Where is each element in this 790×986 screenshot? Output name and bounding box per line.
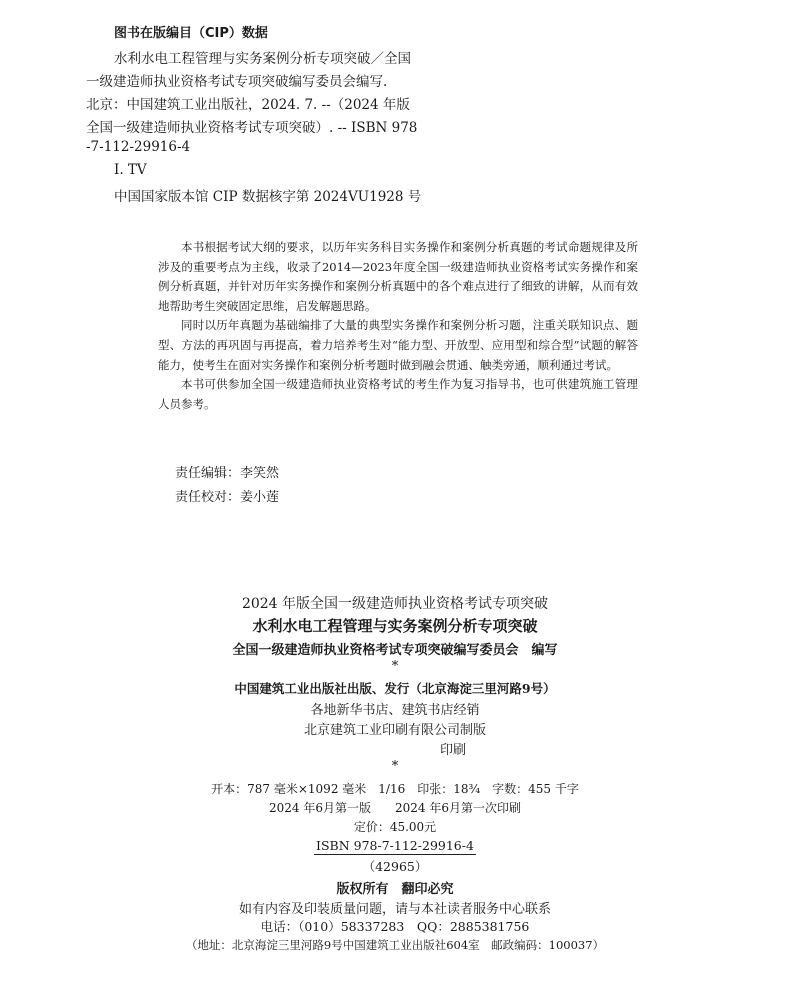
summary-paragraph: 同时以历年真题为基础编排了大量的典型实务操作和案例分析习题，注重关联知识点、题型、方法的再巩固与再提高，着力培养考生对“能力型、开放型、应用型和综合型”试题的解答能力，使考生在面对实务操作和案例分析考题时做到融会贯通、触类旁通，顺利通过考试。 [158,318,638,372]
cip-line: -7-112-29916-4 [86,139,191,155]
book-summary [158,238,638,414]
distributor-line: 各地新华书店、建筑书店经销 [310,703,480,718]
cip-record-number: 中国国家版本馆 CIP 数据核字第 2024VU1928 号 [114,189,422,205]
isbn-number: ISBN 978-7-112-29916-4 [316,838,474,853]
quality-notice: 如有内容及印装质量问题，请与本社读者服务中心联系 [238,902,551,917]
cip-title: 图书在版编目（CIP）数据 [114,26,268,41]
printer-line: 印刷 [440,743,467,758]
summary-paragraph: 本书根据考试大纲的要求，以历年实务科目实务操作和案例分析真题的考试命题规律及所涉及的重要考点为主线，收录了2014—2023年度全国一级建造师执业资格考试实务操作和案例分析真题，并针对历年实务操作和案例分析真题中的各个难点进行了细致的讲解，从而有效地帮助考生突破固定思维，启发解题思路。 [158,240,638,313]
cip-line: 一级建造师执业资格考试专项突破编写委员会编写. [86,74,388,90]
responsible-proofreader: 责任校对：姜小莲 [175,490,280,505]
cip-line: 水利水电工程管理与实务案例分析专项突破／全国 [114,51,411,67]
price-line: 定价：45.00元 [353,820,437,834]
series-title: 2024 年版全国一级建造师执业资格考试专项突破 [241,596,549,612]
author-line: 全国一级建造师执业资格考试专项突破编写委员会 编写 [232,643,558,658]
format-specs: 开本：787 毫米×1092 毫米 1/16 印张：18¾ 字数：455 千字 [211,782,579,796]
cip-classification: Ⅰ. TV [114,162,147,178]
separator-star: * [391,659,399,674]
copyright-notice: 版权所有 翻印必究 [336,882,454,897]
publisher-line: 中国建筑工业出版社出版、发行（北京海淀三里河路9号） [234,681,556,696]
cip-line: 北京：中国建筑工业出版社，2024. 7. --（2024 年版 [86,97,410,113]
contact-phone: 电话：（010）58337283 QQ：2885381756 [260,919,530,934]
edition-line: 2024 年6月第一版 2024 年6月第一次印刷 [269,801,521,815]
isbn-block [0,838,790,853]
cip-line: 全国一级建造师执业资格考试专项突破）. -- ISBN 978 [86,120,418,136]
separator-star: * [391,759,399,774]
responsible-editor: 责任编辑：李笑然 [175,466,280,481]
book-title: 水利水电工程管理与实务案例分析专项突破 [252,617,538,635]
book-code: （42965） [362,859,428,874]
contact-address: （地址：北京海淀三里河路9号中国建筑工业出版社604室 邮政编码：100037） [185,938,605,952]
summary-paragraph: 本书可供参加全国一级建造师执业资格考试的考生作为复习指导书，也可供建筑施工管理人员参考。 [158,377,638,411]
typesetter-line: 北京建筑工业印刷有限公司制版 [303,723,486,738]
